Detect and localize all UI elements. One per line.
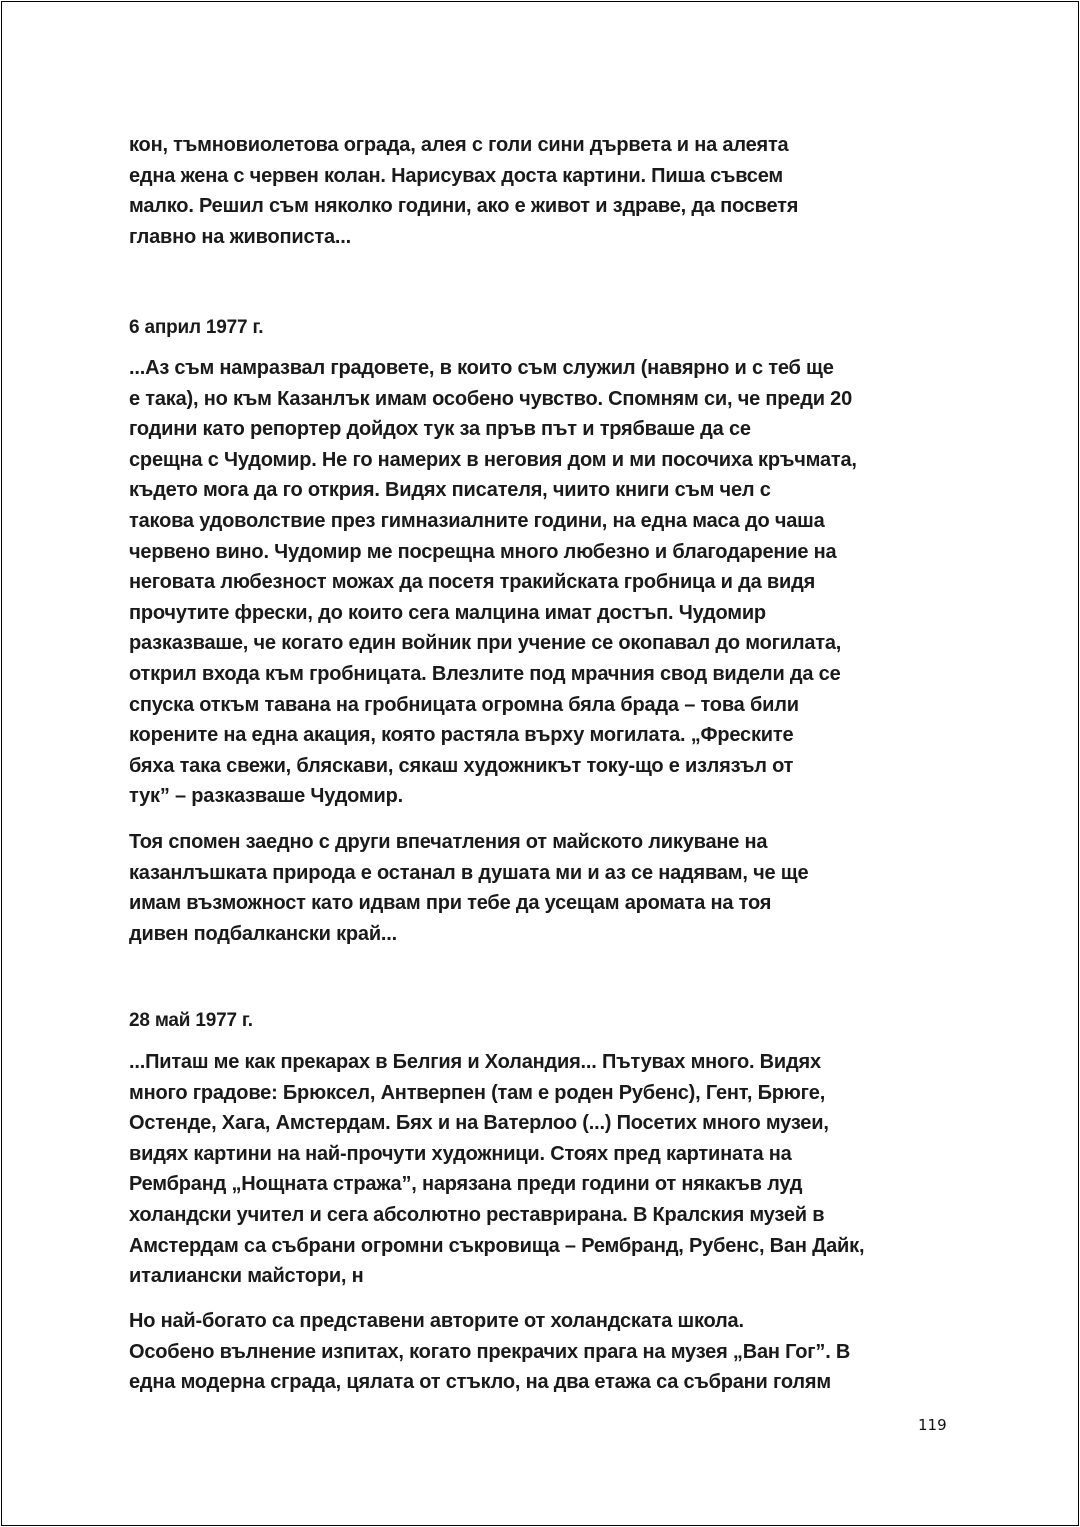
text-line: имам възможност като идвам при тебе да усещам аромата на тоя: [129, 892, 772, 915]
text-line: прочутите фрески, до които сега малцина имат достъп. Чудомир: [129, 601, 766, 624]
paragraph-3: [129, 827, 969, 949]
date-heading-2: [129, 1006, 969, 1037]
text-line: неговата любезност можах да посетя тракийската гробница и да видя: [129, 571, 816, 594]
text-line: такова удоволствие през гимназиалните години, на една маса до чаша: [129, 509, 825, 532]
text-line: много градове: Брюксел, Антверпен (там е роден Рубенс), Гент, Брюге,: [129, 1081, 826, 1104]
text-line: ...Питаш ме как прекарах в Белгия и Холандия... Пътувах много. Видях: [129, 1051, 821, 1073]
text-line: кон, тъмновиолетова ограда, алея с голи сини дървета и на алеята: [129, 134, 789, 156]
text-line: разказваше, че когато един войник при учение се окопавал до могилата,: [129, 632, 842, 655]
text-line: срещна с Чудомир. Не го намерих в неговия дом и ми посочиха кръчмата,: [129, 448, 857, 471]
date-text: 28 май 1977 г.: [129, 1010, 253, 1031]
text-line: казанлъшката природа е останал в душата ми и аз се надявам, че ще: [129, 861, 809, 884]
text-line: Тоя спомен заедно с други впечатления от майското ликуване на: [129, 831, 768, 853]
paragraph-4: [129, 1047, 969, 1292]
paragraph-5: [129, 1306, 969, 1398]
text-line: Особено вълнение изпитах, когато прекрачих прага на музея „Ван Гог”. В: [129, 1340, 851, 1363]
date-heading-1: [129, 313, 969, 344]
text-line: Остенде, Хага, Амстердам. Бях и на Ватерлоо (...) Посетих много музеи,: [129, 1112, 829, 1135]
page-number: 119: [918, 1416, 947, 1434]
text-line: е така), но към Казанлък имам особено чувство. Спомням си, че преди 20: [129, 387, 852, 410]
text-line: Амстердам са събрани огромни съкровища – Рембранд, Рубенс, Ван Дайк,: [129, 1234, 865, 1257]
text-line: ...Аз съм намразвал градовете, в които съм служил (навярно и с теб ще: [129, 357, 834, 379]
text-line: тук” – разказваше Чудомир.: [129, 785, 403, 808]
text-line: дивен подбалкански край...: [129, 922, 398, 945]
date-text: 6 април 1977 г.: [129, 317, 264, 338]
text-line: корените на една акация, която растяла върху могилата. „Фреските: [129, 724, 794, 747]
text-line: където мога да го открия. Видях писателя, чиито книги съм чел с: [129, 479, 771, 502]
text-line: една модерна сграда, цялата от стъкло, на два етажа са събрани голям: [129, 1371, 831, 1394]
paragraph-1: [129, 130, 969, 252]
text-line: италиански майстори, н: [129, 1265, 364, 1288]
text-line: главно на живописта...: [129, 225, 351, 248]
text-line: бяха така свежи, бляскави, сякаш художникът току-що е излязъл от: [129, 754, 794, 777]
text-line: холандски учител и сега абсолютно реставрирана. В Кралския музей в: [129, 1203, 825, 1226]
paragraph-2: [129, 353, 969, 812]
text-line: спуска откъм тавана на гробницата огромна бяла брада – това били: [129, 693, 799, 716]
text-line: години като репортер дойдох тук за пръв път и трябваше да се: [129, 418, 751, 441]
text-line: видях картини на най-прочути художници. Стоях пред картината на: [129, 1142, 792, 1165]
text-line: Но най-богато са представени авторите от холандската школа.: [129, 1310, 744, 1332]
text-line: малко. Решил съм няколко години, ако е живот и здраве, да посветя: [129, 195, 799, 218]
text-line: Рембранд „Нощната стража”, нарязана преди години от някакъв луд: [129, 1173, 803, 1196]
text-line: открил входа към гробницата. Влезлите под мрачния свод видели да се: [129, 662, 841, 685]
text-line: една жена с червен колан. Нарисувах доста картини. Пиша съвсем: [129, 164, 783, 187]
text-line: червено вино. Чудомир ме посрещна много любезно и благодарение на: [129, 540, 837, 563]
